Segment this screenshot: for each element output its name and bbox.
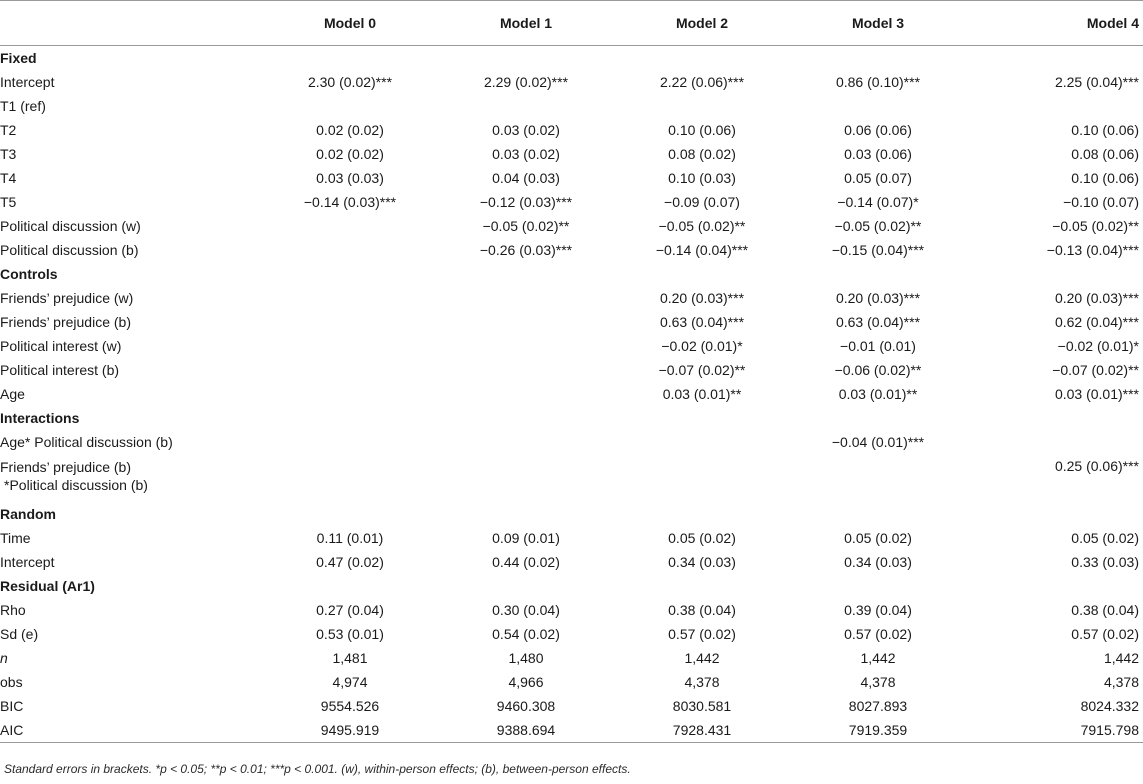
section-title: Controls — [0, 266, 58, 282]
row-label-text: Time — [0, 530, 31, 546]
row-label-continuation: *Political discussion (b) — [4, 477, 148, 493]
row-label — [0, 382, 262, 406]
cell-model-3: 0.63 (0.04)*** — [835, 314, 921, 330]
cell-model-0: 0.02 (0.02) — [316, 146, 384, 162]
cell-model-4: 0.25 (0.06)*** — [1054, 458, 1139, 474]
cell-model-3: 8027.893 — [848, 698, 908, 714]
cell-model-2: 7928.431 — [614, 718, 790, 743]
table-row — [0, 670, 1143, 694]
cell-model-1: 0.03 (0.02) — [492, 122, 560, 138]
cell-model-1: 0.03 (0.02) — [492, 146, 560, 162]
header-label-column — [0, 1, 262, 46]
row-label-text: Friends’ prejudice (b) — [0, 459, 131, 475]
row-label-text: Political discussion (b) — [0, 242, 139, 258]
row-label — [0, 238, 262, 262]
cell-model-0: 0.11 (0.01) — [316, 530, 384, 546]
cell-model-3: 0.86 (0.10)*** — [835, 74, 921, 90]
cell-model-4: 0.05 (0.02) — [1071, 530, 1139, 546]
cell-model-4: −0.10 (0.07) — [1063, 194, 1139, 210]
row-label-text: Political discussion (w) — [0, 218, 141, 234]
cell-model-2: 1,442 — [684, 650, 720, 666]
section-title: Random — [0, 506, 56, 522]
row-label — [0, 118, 262, 142]
row-label-text: Age* Political discussion (b) — [0, 434, 173, 450]
row-label — [0, 598, 262, 622]
cell-model-3 — [790, 454, 966, 502]
cell-model-0: 0.47 (0.02) — [316, 554, 384, 570]
cell-model-1: 2.29 (0.02)*** — [483, 74, 569, 90]
row-label — [0, 310, 262, 334]
row-label — [0, 286, 262, 310]
cell-model-0: 9554.526 — [320, 698, 380, 714]
cell-model-2: 0.10 (0.06) — [668, 122, 736, 138]
cell-model-4: −0.07 (0.02)** — [1052, 362, 1139, 378]
table-header — [0, 1, 1143, 46]
cell-model-3: −0.15 (0.04)*** — [831, 242, 925, 258]
cell-model-2: 0.10 (0.03) — [668, 170, 736, 186]
header-model-2: Model 2 — [614, 1, 790, 46]
cell-model-0: 4,974 — [332, 674, 368, 690]
row-label — [0, 358, 262, 382]
table-row — [0, 142, 1143, 166]
row-label-text: BIC — [0, 698, 24, 714]
header-model-0: Model 0 — [262, 1, 438, 46]
section-header-row — [0, 574, 1143, 598]
row-label — [0, 670, 262, 694]
cell-model-3: −0.05 (0.02)** — [834, 218, 922, 234]
row-label-text: n — [0, 650, 8, 666]
cell-model-3: 0.06 (0.06) — [844, 122, 912, 138]
cell-model-1 — [438, 454, 614, 502]
table-row — [0, 694, 1143, 718]
cell-model-4 — [966, 430, 1143, 454]
cell-model-2: 0.08 (0.02) — [668, 146, 736, 162]
cell-model-1: −0.05 (0.02)** — [482, 218, 570, 234]
row-label-text: Rho — [0, 602, 26, 618]
table-row — [0, 454, 1143, 502]
row-label-text: T5 — [0, 194, 17, 210]
cell-model-1: −0.12 (0.03)*** — [479, 194, 573, 210]
cell-model-0: 0.27 (0.04) — [316, 602, 384, 618]
row-label-text: T4 — [0, 170, 17, 186]
row-label-text: Intercept — [0, 554, 55, 570]
cell-model-3: 0.05 (0.02) — [844, 530, 912, 546]
cell-model-1: −0.26 (0.03)*** — [479, 242, 573, 258]
table-row — [0, 358, 1143, 382]
table-row — [0, 310, 1143, 334]
cell-model-3: 0.34 (0.03) — [844, 554, 912, 570]
table-row — [0, 718, 1143, 743]
cell-model-2: 8030.581 — [672, 698, 732, 714]
table-row — [0, 190, 1143, 214]
cell-model-0: 0.03 (0.03) — [316, 170, 384, 186]
cell-model-2: 0.38 (0.04) — [668, 602, 736, 618]
table-body — [0, 46, 1143, 743]
row-label-text: Political interest (w) — [0, 338, 122, 354]
section-title: Fixed — [0, 50, 37, 66]
cell-model-3: −0.14 (0.07)* — [837, 194, 919, 210]
cell-model-4: 0.08 (0.06) — [1071, 146, 1139, 162]
row-label-text: Intercept — [0, 74, 55, 90]
cell-model-1 — [438, 334, 614, 358]
cell-model-2: 2.22 (0.06)*** — [659, 74, 745, 90]
cell-model-0 — [262, 358, 438, 382]
cell-model-2: −0.02 (0.01)* — [661, 338, 743, 354]
header-model-4: Model 4 — [966, 1, 1143, 46]
cell-model-1: 0.09 (0.01) — [492, 530, 560, 546]
row-label — [0, 694, 262, 718]
row-label-text: AIC — [0, 722, 24, 738]
cell-model-0 — [262, 382, 438, 406]
row-label — [0, 526, 262, 550]
cell-model-2: −0.07 (0.02)** — [658, 362, 746, 378]
table-row — [0, 238, 1143, 262]
cell-model-0 — [262, 94, 438, 118]
row-label — [0, 718, 262, 743]
row-label-text: obs — [0, 674, 23, 690]
cell-model-0: 2.30 (0.02)*** — [307, 74, 393, 90]
row-label-text: T3 — [0, 146, 17, 162]
table-row — [0, 382, 1143, 406]
cell-model-1: 0.30 (0.04) — [492, 602, 560, 618]
cell-model-1 — [438, 430, 614, 454]
header-model-1: Model 1 — [438, 1, 614, 46]
section-title: Interactions — [0, 410, 80, 426]
row-label-text: Friends’ prejudice (w) — [0, 290, 134, 306]
cell-model-2 — [614, 94, 790, 118]
row-label-text: Friends’ prejudice (b) — [0, 314, 131, 330]
cell-model-2: −0.14 (0.04)*** — [655, 242, 749, 258]
row-label — [0, 550, 262, 574]
table-row — [0, 334, 1143, 358]
row-label — [0, 646, 262, 670]
cell-model-0 — [262, 214, 438, 238]
cell-model-4: −0.02 (0.01)* — [1057, 338, 1139, 354]
table-row — [0, 526, 1143, 550]
cell-model-1: 0.54 (0.02) — [492, 626, 560, 642]
cell-model-1: 0.04 (0.03) — [492, 170, 560, 186]
cell-model-1 — [438, 286, 614, 310]
cell-model-2 — [614, 454, 790, 502]
row-label-text: T1 (ref) — [0, 98, 46, 114]
cell-model-4: 4,378 — [1103, 674, 1139, 690]
row-label — [0, 214, 262, 238]
cell-model-4: 0.03 (0.01)*** — [1054, 386, 1139, 402]
header-row — [0, 1, 1143, 46]
cell-model-4: 1,442 — [1103, 650, 1139, 666]
row-label-text: Political interest (b) — [0, 362, 120, 378]
cell-model-1: 0.44 (0.02) — [492, 554, 560, 570]
table-row — [0, 94, 1143, 118]
cell-model-1: 9388.694 — [438, 718, 614, 743]
cell-model-1: 1,480 — [508, 650, 544, 666]
section-title: Residual (Ar1) — [0, 578, 95, 594]
cell-model-3: 0.20 (0.03)*** — [835, 290, 921, 306]
cell-model-2: −0.09 (0.07) — [664, 194, 740, 210]
table-row — [0, 646, 1143, 670]
section-header-row — [0, 262, 1143, 286]
row-label — [0, 166, 262, 190]
cell-model-4: −0.13 (0.04)*** — [1046, 242, 1139, 258]
table-row — [0, 166, 1143, 190]
cell-model-2: 0.03 (0.01)** — [662, 386, 742, 402]
cell-model-3 — [790, 94, 966, 118]
cell-model-2 — [614, 430, 790, 454]
cell-model-0 — [262, 238, 438, 262]
header-model-3: Model 3 — [790, 1, 966, 46]
table-row — [0, 622, 1143, 646]
cell-model-4: 7915.798 — [966, 718, 1143, 743]
table-row — [0, 286, 1143, 310]
cell-model-0 — [262, 430, 438, 454]
cell-model-0: 1,481 — [332, 650, 368, 666]
cell-model-2: 0.34 (0.03) — [668, 554, 736, 570]
cell-model-3: 0.39 (0.04) — [844, 602, 912, 618]
cell-model-1: 9460.308 — [496, 698, 556, 714]
cell-model-0: 0.53 (0.01) — [316, 626, 384, 642]
row-label-text: Age — [0, 386, 25, 402]
cell-model-1 — [438, 358, 614, 382]
cell-model-0 — [262, 310, 438, 334]
cell-model-4: 0.38 (0.04) — [1071, 602, 1139, 618]
table-row — [0, 550, 1143, 574]
row-label — [0, 94, 262, 118]
cell-model-2: 4,378 — [684, 674, 720, 690]
cell-model-3: 0.03 (0.01)** — [838, 386, 918, 402]
cell-model-1: 4,966 — [508, 674, 544, 690]
table-footnote: Standard errors in brackets. *p < 0.05; **p < 0.01; ***p < 0.001. (w), within-person effects; (b), between-person effects. — [4, 762, 631, 776]
cell-model-1 — [438, 310, 614, 334]
cell-model-4: 2.25 (0.04)*** — [1054, 74, 1139, 90]
cell-model-4: −0.05 (0.02)** — [1052, 218, 1139, 234]
table-row — [0, 598, 1143, 622]
cell-model-4: 0.20 (0.03)*** — [1054, 290, 1139, 306]
cell-model-4: 8024.332 — [1080, 698, 1139, 714]
section-header-row — [0, 46, 1143, 71]
cell-model-4: 0.10 (0.06) — [1071, 122, 1139, 138]
row-label — [0, 70, 262, 94]
row-label — [0, 334, 262, 358]
row-label-text: T2 — [0, 122, 17, 138]
table-row — [0, 214, 1143, 238]
cell-model-3: −0.06 (0.02)** — [834, 362, 922, 378]
cell-model-3: 0.03 (0.06) — [844, 146, 912, 162]
cell-model-3: 0.57 (0.02) — [844, 626, 912, 642]
cell-model-2: −0.05 (0.02)** — [658, 218, 746, 234]
cell-model-2: 0.05 (0.02) — [668, 530, 736, 546]
row-label — [0, 622, 262, 646]
table-row — [0, 118, 1143, 142]
cell-model-0: −0.14 (0.03)*** — [303, 194, 397, 210]
cell-model-3: 1,442 — [860, 650, 896, 666]
cell-model-4: 0.62 (0.04)*** — [1054, 314, 1139, 330]
cell-model-1 — [438, 382, 614, 406]
section-header-row — [0, 406, 1143, 430]
cell-model-0: 9495.919 — [262, 718, 438, 743]
cell-model-0 — [262, 454, 438, 502]
cell-model-4: 0.10 (0.06) — [1071, 170, 1139, 186]
cell-model-0 — [262, 334, 438, 358]
section-header-row — [0, 502, 1143, 526]
cell-model-4: 0.57 (0.02) — [1071, 626, 1139, 642]
cell-model-4 — [966, 94, 1143, 118]
row-label — [0, 430, 262, 454]
row-label — [0, 142, 262, 166]
cell-model-3: −0.01 (0.01) — [840, 338, 916, 354]
cell-model-3: 4,378 — [860, 674, 896, 690]
cell-model-4: 0.33 (0.03) — [1071, 554, 1139, 570]
cell-model-2: 0.63 (0.04)*** — [659, 314, 745, 330]
cell-model-0: 0.02 (0.02) — [316, 122, 384, 138]
cell-model-2: 0.57 (0.02) — [668, 626, 736, 642]
table-row — [0, 430, 1143, 454]
cell-model-1 — [438, 94, 614, 118]
row-label — [0, 454, 262, 502]
cell-model-0 — [262, 286, 438, 310]
cell-model-3: 0.05 (0.07) — [844, 170, 912, 186]
cell-model-2: 0.20 (0.03)*** — [659, 290, 745, 306]
row-label-text: Sd (e) — [0, 626, 39, 642]
row-label — [0, 190, 262, 214]
cell-model-3: 7919.359 — [790, 718, 966, 743]
table-row — [0, 70, 1143, 94]
cell-model-3: −0.04 (0.01)*** — [831, 434, 925, 450]
